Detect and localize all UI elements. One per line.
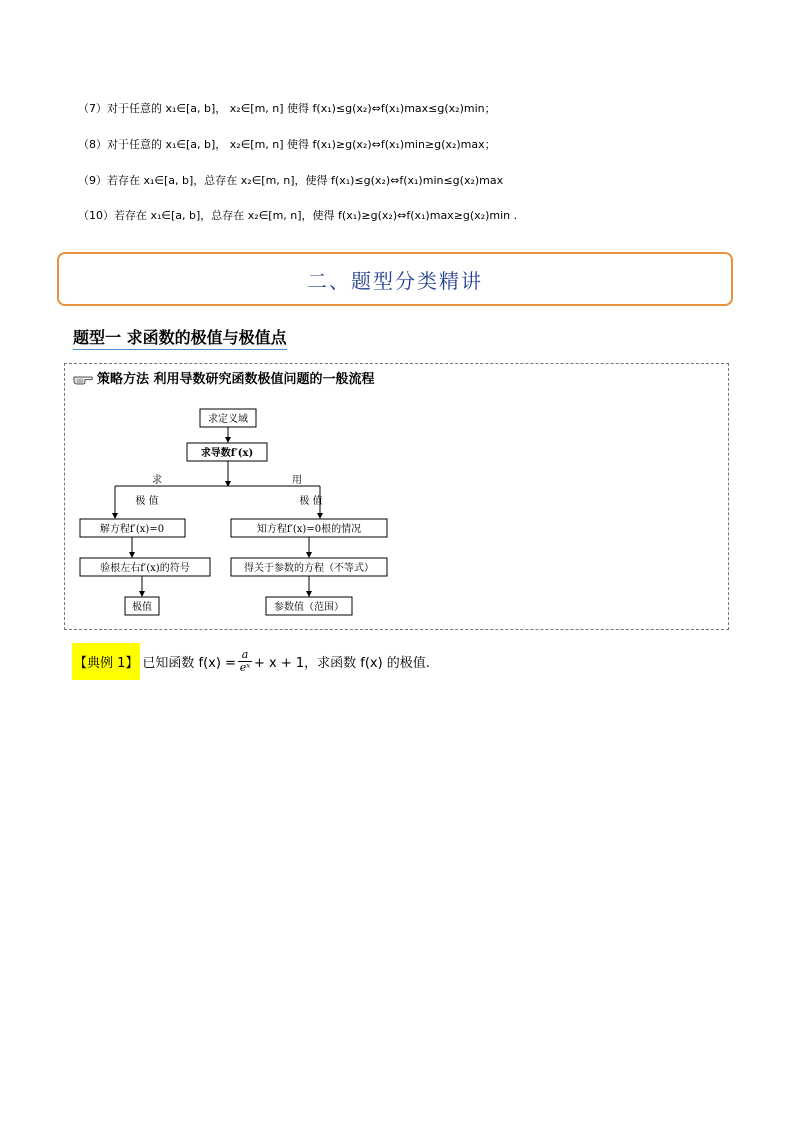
rule-text: 若存在 x₁∈[a, b]，总存在 x₂∈[m, n]，使得 f(x₁)≤g(x₂)⇔f(x₁)min≤g(x₂)max xyxy=(107,174,504,187)
rule-text: （8） xyxy=(78,138,107,151)
flow-right-mid-label: 极 值 xyxy=(299,496,323,507)
method-header-text: 策略方法 利用导数研究函数极值问题的一般流程 xyxy=(97,372,375,387)
flowchart xyxy=(65,364,730,631)
rule-text: 对于任意的 x₁∈[a, b]， x₂∈[m, n] 使得 f(x₁)≤g(x₂)⇔f(x₁)max≤g(x₂)min； xyxy=(107,102,496,115)
flow-domain-label: 求定义域 xyxy=(208,414,248,425)
flow-right3-label: 参数值（范围） xyxy=(274,602,344,613)
flow-left1-label: 解方程f′(x)=0 xyxy=(99,524,165,535)
flow-derivative-label: 求导数f′(x) xyxy=(200,448,254,459)
fraction-numerator: a xyxy=(241,648,249,661)
section-title: 二、题型分类精讲 xyxy=(307,268,483,293)
flow-left3-label: 极值 xyxy=(132,602,152,613)
rule-text: （7） xyxy=(78,102,107,115)
type-heading: 题型一 求函数的极值与极值点 xyxy=(73,328,287,350)
method-box xyxy=(64,363,729,630)
rule-text: 对于任意的 x₁∈[a, b]， x₂∈[m, n] 使得 f(x₁)≥g(x₂)⇔f(x₁)min≥g(x₂)max； xyxy=(107,138,496,151)
fraction xyxy=(238,649,252,674)
example-suffix: + x + 1，求函数 f(x) 的极值. xyxy=(253,656,430,671)
section-header-box xyxy=(57,252,733,306)
flow-right1-label: 知方程f′(x)=0根的情况 xyxy=(256,524,362,535)
rule-text: 若存在 x₁∈[a, b]，总存在 x₂∈[m, n]，使得 f(x₁)≥g(x₂)⇔f(x₁)max≥g(x₂)min . xyxy=(114,209,518,222)
fraction-denominator: eˣ xyxy=(239,661,251,674)
rule-8 xyxy=(78,134,496,155)
flow-right2-label: 得关于参数的方程（不等式） xyxy=(244,563,374,574)
flow-left-top-label: 求 xyxy=(152,475,162,486)
example-tag: 【典例 1】 xyxy=(72,643,140,680)
flow-left-mid-label: 极 值 xyxy=(135,496,159,507)
rule-text: （9） xyxy=(78,174,107,187)
rule-10 xyxy=(78,205,517,226)
rule-7 xyxy=(78,98,496,119)
rule-text: （10） xyxy=(78,209,114,222)
rule-9 xyxy=(78,170,503,191)
example-prefix: 已知函数 f(x) = xyxy=(142,656,236,671)
flow-left2-label: 验根左右f′(x)的符号 xyxy=(100,563,190,574)
flow-right-top-label: 用 xyxy=(292,475,302,486)
example-1 xyxy=(72,643,430,680)
